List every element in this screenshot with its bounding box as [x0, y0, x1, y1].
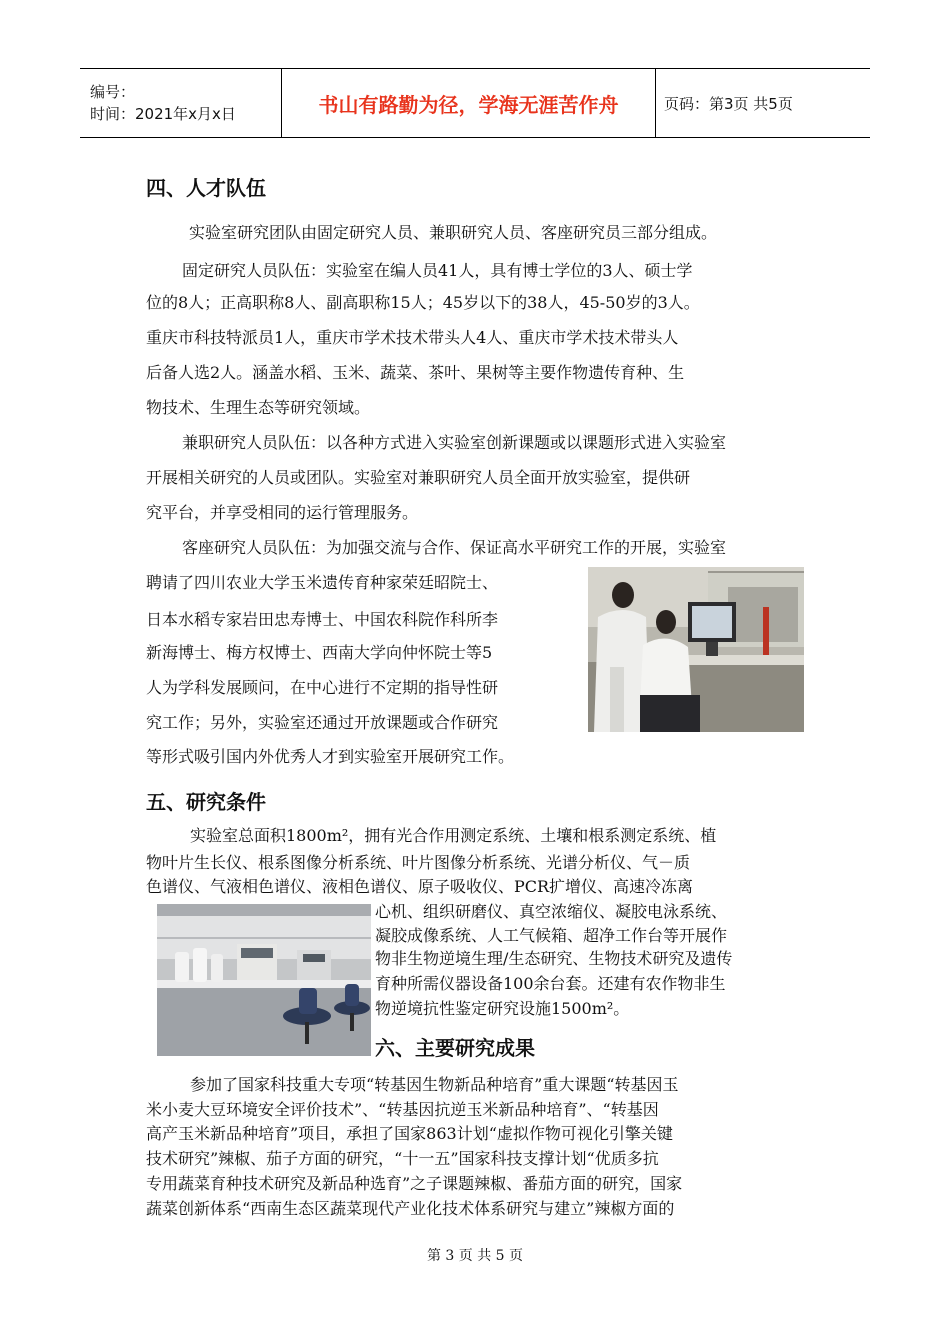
paragraph-line: 色谱仪、气液相色谱仪、液相色谱仪、原子吸收仪、PCR扩增仪、高速冷冻离	[146, 877, 694, 896]
paragraph-line: 兼职研究人员队伍：以各种方式进入实验室创新课题或以课题形式进入实验室	[182, 433, 727, 452]
paragraph-line: 凝胶成像系统、人工气候箱、超净工作台等开展作	[375, 926, 728, 945]
paragraph-line: 高产玉米新品种培育”项目，承担了国家863计划“虚拟作物可视化引擎关键	[146, 1124, 673, 1143]
paragraph-line: 新海博士、梅方权博士、西南大学向仲怀院士等5	[146, 643, 493, 662]
paragraph-line: 客座研究人员队伍：为加强交流与合作、保证高水平研究工作的开展，实验室	[182, 538, 727, 557]
lab-researchers-photo	[588, 567, 804, 732]
paragraph-line: 究工作；另外，实验室还通过开放课题或合作研究	[146, 713, 499, 732]
paragraph-line: 实验室总面积1800m²，拥有光合作用测定系统、土壤和根系测定系统、植	[190, 826, 717, 845]
paragraph-line: 固定研究人员队伍：实验室在编人员41人，具有博士学位的3人、硕士学	[182, 261, 693, 280]
paragraph-line: 日本水稻专家岩田忠寿博士、中国农科院作科所李	[146, 610, 499, 629]
document-date-label: 时间：2021年x月x日	[90, 105, 236, 123]
paragraph-line: 究平台，并享受相同的运行管理服务。	[146, 503, 419, 522]
page-footer: 第 3 页 共 5 页	[426, 1248, 524, 1264]
paragraph-line: 物技术、生理生态等研究领域。	[146, 398, 371, 417]
paragraph-line: 重庆市科技特派员1人，重庆市学术技术带头人4人、重庆市学术技术带头人	[146, 328, 679, 347]
paragraph-line: 技术研究”辣椒、茄子方面的研究，“十一五”国家科技支撑计划“优质多抗	[146, 1149, 659, 1168]
paragraph-line: 后备人选2人。涵盖水稻、玉米、蔬菜、茶叶、果树等主要作物遗传育种、生	[146, 363, 685, 382]
paragraph-line: 等形式吸引国内外优秀人才到实验室开展研究工作。	[146, 747, 515, 766]
paragraph-line: 专用蔬菜育种技术研究及新品种选育”之子课题辣椒、番茄方面的研究，国家	[146, 1174, 683, 1193]
paragraph-line: 开展相关研究的人员或团队。实验室对兼职研究人员全面开放实验室，提供研	[146, 468, 691, 487]
header-motto: 书山有路勤为径，学海无涯苦作舟	[282, 69, 656, 137]
paragraph-line: 物非生物逆境生理/生态研究、生物技术研究及遗传	[375, 949, 733, 968]
paragraph-line: 实验室研究团队由固定研究人员、兼职研究人员、客座研究员三部分组成。	[189, 223, 718, 242]
page-header	[80, 68, 870, 138]
section-heading-research-results: 六、主要研究成果	[375, 1036, 535, 1060]
paragraph-line: 物逆境抗性鉴定研究设施1500m²。	[375, 999, 630, 1018]
section-heading-talent: 四、人才队伍	[146, 176, 266, 200]
paragraph-line: 物叶片生长仪、根系图像分析系统、叶片图像分析系统、光谱分析仪、气－质	[146, 853, 691, 872]
paragraph-line: 育种所需仪器设备100余台套。还建有农作物非生	[375, 974, 726, 993]
header-page-number: 页码：第3页 共5页	[664, 94, 793, 113]
document-number-label: 编号：	[90, 83, 136, 101]
paragraph-line: 参加了国家科技重大专项“转基因生物新品种培育”重大课题“转基因玉	[190, 1075, 679, 1094]
paragraph-line: 米小麦大豆环境安全评价技术”、“转基因抗逆玉米新品种培育”、“转基因	[146, 1100, 659, 1119]
section-heading-research-conditions: 五、研究条件	[146, 790, 266, 814]
paragraph-line: 蔬菜创新体系“西南生态区蔬菜现代产业化技术体系研究与建立”辣椒方面的	[146, 1199, 675, 1218]
paragraph-line: 心机、组织研磨仪、真空浓缩仪、凝胶电泳系统、	[375, 902, 728, 921]
lab-equipment-photo	[157, 904, 371, 1056]
paragraph-line: 位的8人；正高职称8人、副高职称15人；45岁以下的38人，45-50岁的3人。	[146, 293, 700, 312]
paragraph-line: 聘请了四川农业大学玉米遗传育种家荣廷昭院士、	[146, 573, 499, 592]
header-meta	[80, 69, 282, 137]
paragraph-line: 人为学科发展顾问，在中心进行不定期的指导性研	[146, 678, 499, 697]
